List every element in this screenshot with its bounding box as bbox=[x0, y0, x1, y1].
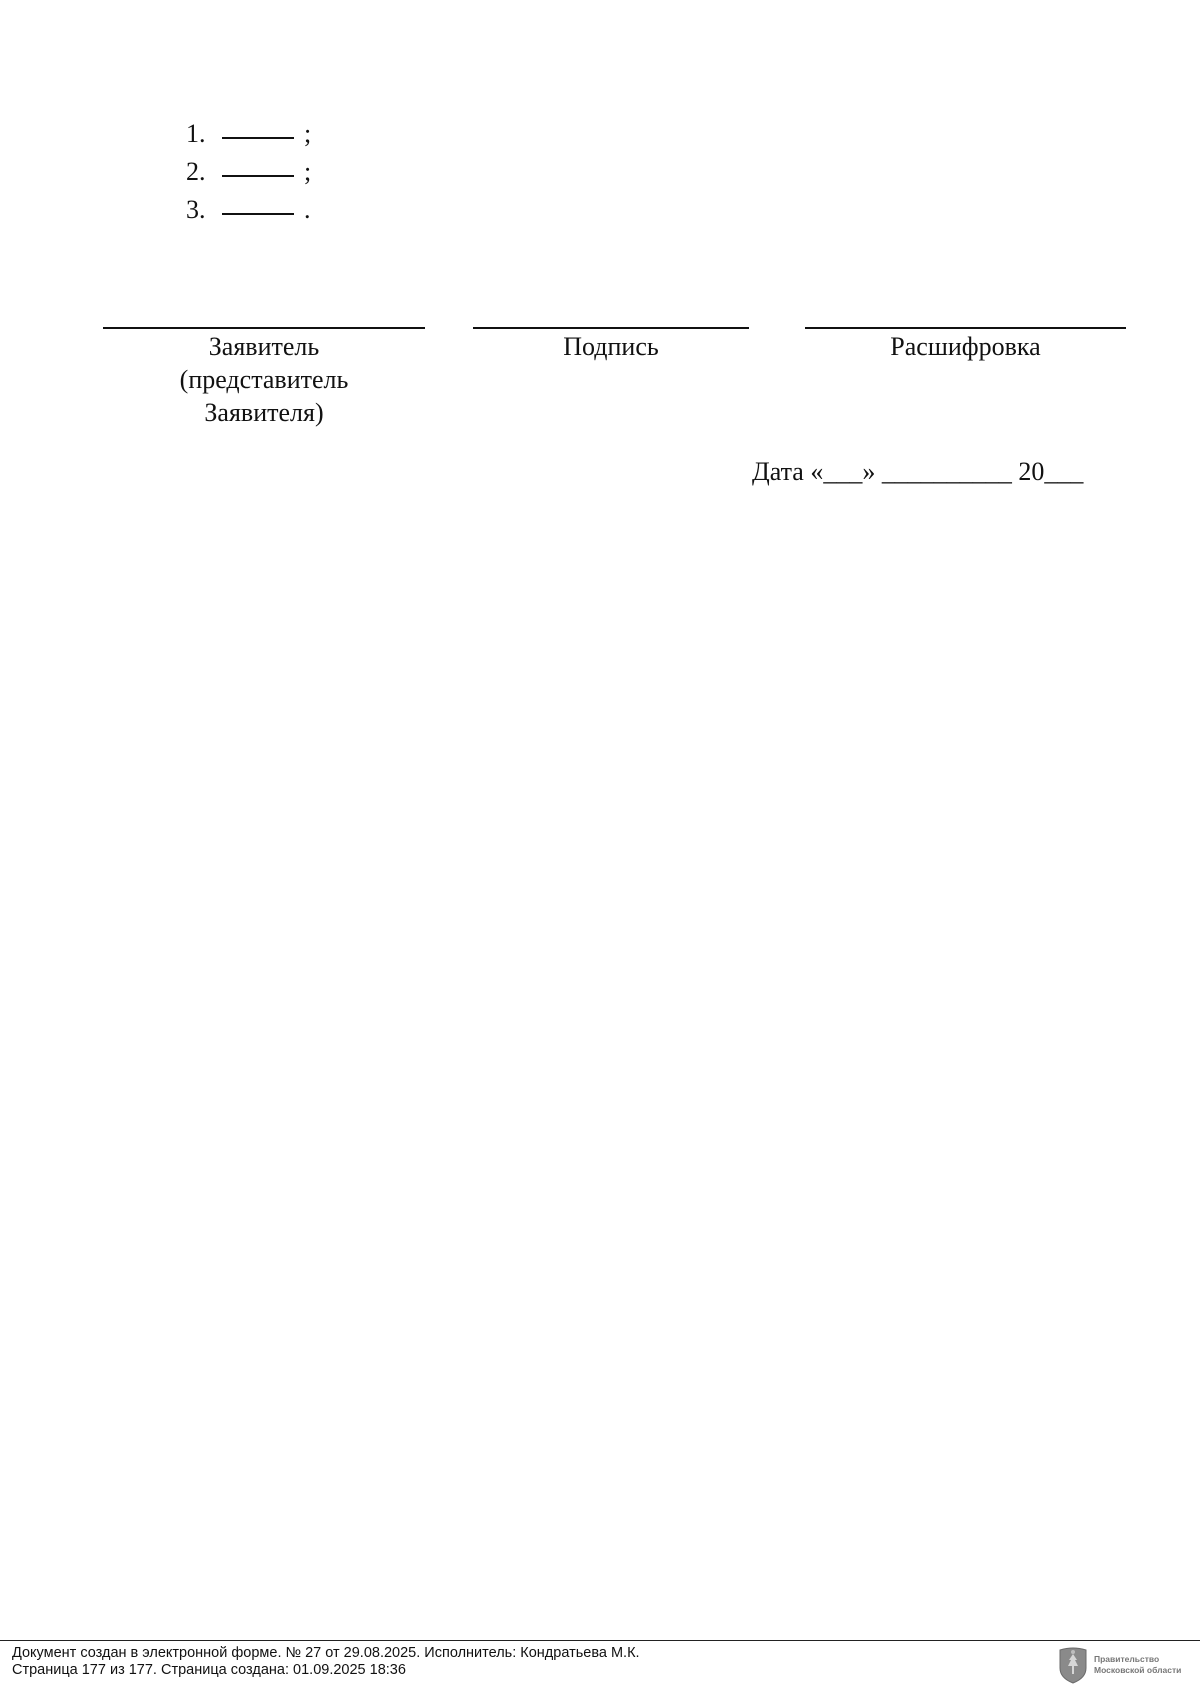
list-item-punctuation: . bbox=[304, 195, 311, 224]
list-item bbox=[186, 190, 311, 228]
signature-label: Подпись bbox=[563, 332, 659, 361]
numbered-list bbox=[186, 114, 311, 228]
signature-line bbox=[473, 327, 749, 329]
fill-in-blank bbox=[222, 187, 294, 215]
list-item bbox=[186, 152, 311, 190]
list-item-number: 2. bbox=[186, 157, 206, 186]
footer-divider bbox=[0, 1640, 1200, 1641]
moscow-oblast-emblem-icon bbox=[1058, 1646, 1088, 1684]
list-item-number: 3. bbox=[186, 195, 206, 224]
list-item-punctuation: ; bbox=[304, 119, 312, 148]
decryption-label: Расшифровка bbox=[890, 332, 1041, 361]
fill-in-blank bbox=[222, 111, 294, 139]
footer-page-info: Страница 177 из 177. Страница создана: 01.09.2025 18:36 bbox=[12, 1662, 406, 1678]
list-item bbox=[186, 114, 311, 152]
list-item-number: 1. bbox=[186, 119, 206, 148]
date-line: Дата «___» __________ 20___ bbox=[752, 457, 1084, 486]
footer-text bbox=[12, 1645, 640, 1679]
footer-logo-text: Правительство Московской области bbox=[1094, 1654, 1182, 1675]
footer-logo bbox=[1058, 1643, 1198, 1687]
list-item-punctuation: ; bbox=[304, 157, 312, 186]
applicant-signature-line bbox=[103, 327, 425, 329]
decryption-signature-line bbox=[805, 327, 1126, 329]
applicant-label: Заявитель (представитель Заявителя) bbox=[179, 332, 349, 427]
footer-document-info: Документ создан в электронной форме. № 27 от 29.08.2025. Исполнитель: Кондратьева М.К. bbox=[12, 1645, 640, 1661]
fill-in-blank bbox=[222, 149, 294, 177]
